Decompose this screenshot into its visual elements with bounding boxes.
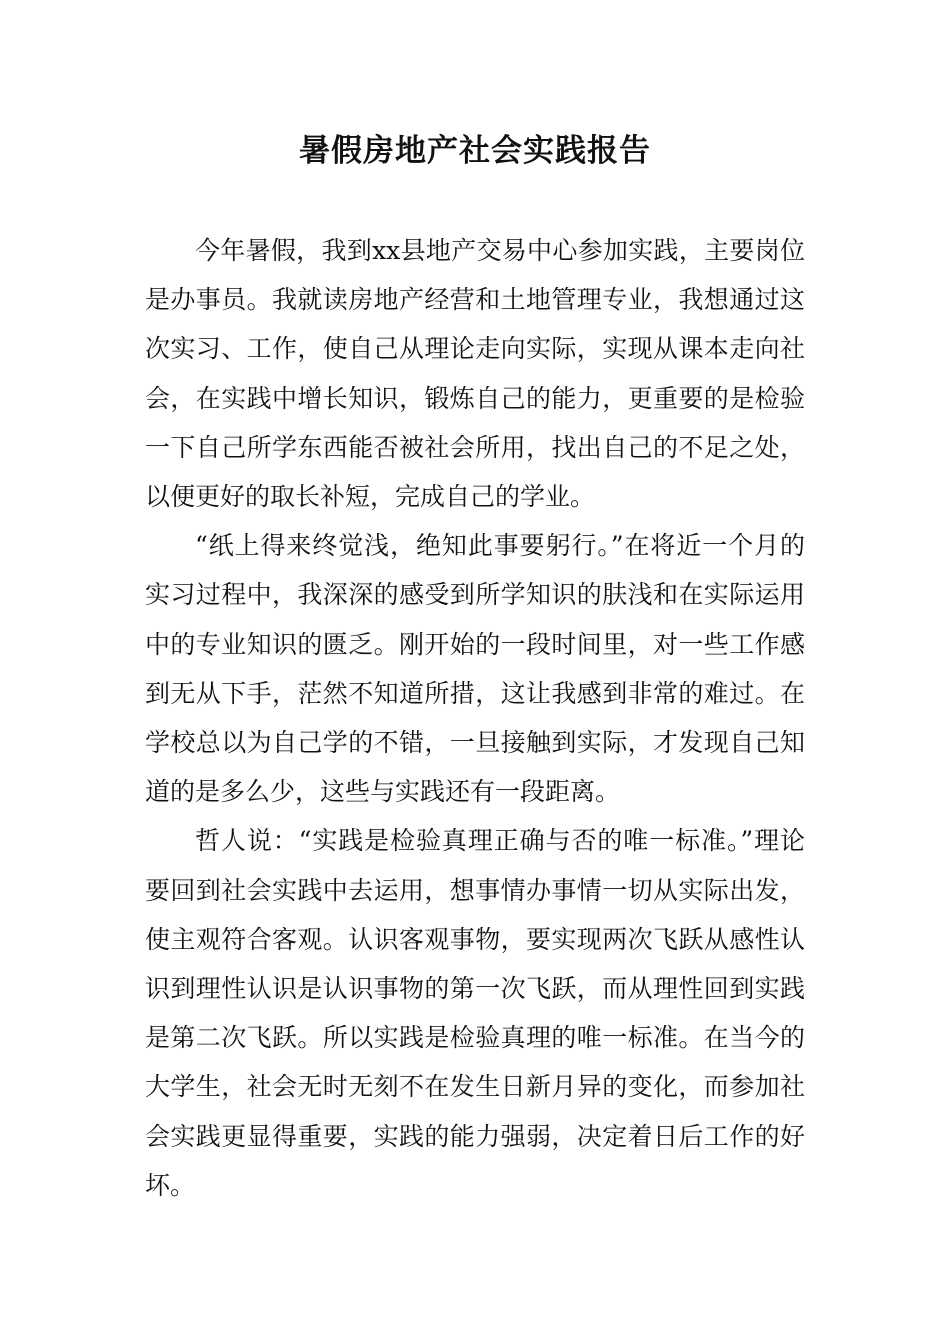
paragraph-3: 哲人说：“实践是检验真理正确与否的唯一标准。”理论要回到社会实践中去运用，想事情办事情一切从实际出发，使主观符合客观。认识客观事物，要实现两次飞跃从感性认识到理性认识是认识事物的第一次飞跃，而从理性回到实践是第二次飞跃。所以实践是检验真理的唯一标准。在当今的大学生，社会无时无刻不在发生日新月异的变化，而参加社会实践更显得重要，实践的能力强弱，决定着日后工作的好坏。 <box>145 826 805 1200</box>
document-title: 暑假房地产社会实践报告 <box>299 133 651 169</box>
document-body <box>145 226 805 1210</box>
paragraph-2: “纸上得来终觉浅，绝知此事要躬行。”在将近一个月的实习过程中，我深深的感受到所学知识的肤浅和在实际运用中的专业知识的匮乏。刚开始的一段时间里，对一些工作感到无从下手，茫然不知道所措，这让我感到非常的难过。在学校总以为自己学的不错，一旦接触到实际，才发现自己知道的是多么少，这些与实践还有一段距离。 <box>145 531 805 807</box>
paragraph-1: 今年暑假，我到xx县地产交易中心参加实践，主要岗位是办事员。我就读房地产经营和土地管理专业，我想通过这次实习、工作，使自己从理论走向实际，实现从课本走向社会，在实践中增长知识，锻炼自己的能力，更重要的是检验一下自己所学东西能否被社会所用，找出自己的不足之处，以便更好的取长补短，完成自己的学业。 <box>145 236 805 512</box>
